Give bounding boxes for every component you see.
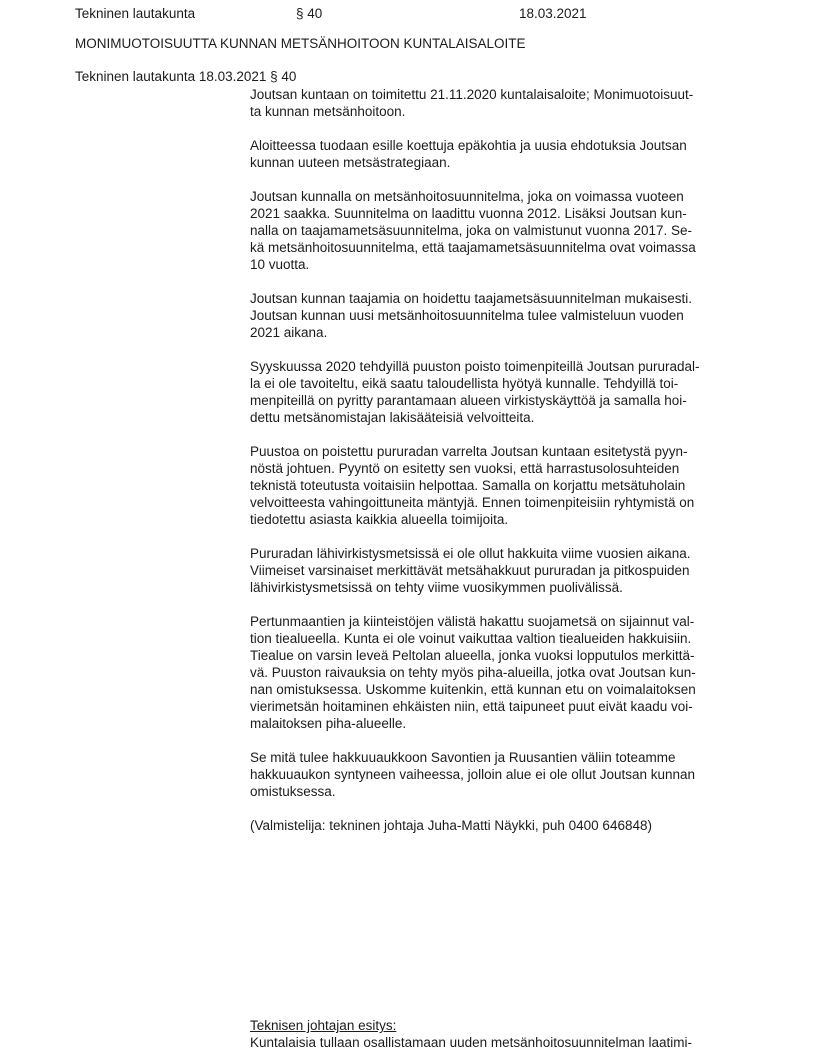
text-line: nalla on taajamametsäsuunnitelma, joka on valmistunut vuonna 2017. Se- [250, 223, 693, 238]
paragraph [250, 613, 770, 732]
text-line: tiedotettu asiasta kaikkia alueella toimijoita. [250, 512, 509, 527]
paragraph [250, 443, 770, 528]
text-line: menpiteillä on pyritty parantamaan alueen virkistyskäyttöä ja samalla hoi- [250, 393, 687, 408]
proposal-first-line: Kuntalaisia tullaan osallistamaan uuden metsänhoitosuunnitelman laatimi- [250, 1035, 693, 1050]
paragraph [250, 137, 770, 171]
text-line: omistuksessa. [250, 784, 336, 799]
text-line: vierimetsän hoitaminen ehkäisten niin, että taipuneet puut eivät kaadu voi- [250, 699, 693, 714]
text-line: la ei ole tavoiteltu, eikä saatu taloudellista hyötyä kunnalle. Tehdyillä toi- [250, 376, 679, 391]
header-committee: Tekninen lautakunta [75, 6, 196, 21]
text-line: 2021 aikana. [250, 325, 328, 340]
text-line: 2021 saakka. Suunnitelma on laadittu vuonna 2012. Lisäksi Joutsan kun- [250, 206, 687, 221]
header-date: 18.03.2021 [519, 6, 587, 21]
header-section-mark: § 40 [296, 6, 323, 21]
text-line: Syyskuussa 2020 tehdyillä puuston poisto toimenpiteillä Joutsan pururadal- [250, 359, 700, 374]
text-line: Puustoa on poistettu pururadan varrelta Joutsan kuntaan esitetystä pyyn- [250, 444, 688, 459]
text-line: tion tiealueella. Kunta ei ole voinut vaikuttaa valtion tiealueiden hakkuisiin. [250, 631, 692, 646]
text-line: vä. Puuston raivauksia on tehty myös piha-alueilla, jotka ovat Joutsan kun- [250, 665, 696, 680]
text-line: velvoitteesta vahingoittuneita mäntyjä. Ennen toimenpiteisiin ryhtymistä on [250, 495, 695, 510]
text-line: teknistä toteutusta voitaisiin helpottaa. Samalla on korjattu metsätuholain [250, 478, 686, 493]
text-line: dettu metsänomistajan lakisääteisiä velvoitteita. [250, 410, 535, 425]
paragraph [250, 545, 770, 596]
text-line: kunnan uuteen metsästrategiaan. [250, 155, 451, 170]
text-line: malaitoksen piha-alueelle. [250, 716, 407, 731]
paragraph [250, 86, 770, 120]
text-line: Pertunmaantien ja kiinteistöjen välistä hakattu suojametsä on sijainnut val- [250, 614, 695, 629]
body-paragraphs [250, 86, 770, 851]
proposal-section [250, 1017, 770, 1051]
text-line: Se mitä tulee hakkuuaukkoon Savontien ja Ruusantien väliin toteamme [250, 750, 676, 765]
text-line: lähivirkistysmetsissä on tehty viime vuosikymmen puolivälissä. [250, 580, 623, 595]
text-line: hakkuuaukon syntyneen vaiheessa, jolloin alue ei ole ollut Joutsan kunnan [250, 767, 696, 782]
subheader-committee-date: Tekninen lautakunta 18.03.2021 § 40 [75, 69, 297, 84]
text-line: 10 vuotta. [250, 257, 310, 272]
text-line: ta kunnan metsänhoitoon. [250, 104, 406, 119]
proposal-heading: Teknisen johtajan esitys: [250, 1018, 397, 1033]
text-line: Joutsan kuntaan on toimitettu 21.11.2020 kuntalaisaloite; Monimuotoisuut- [250, 87, 694, 102]
text-line: Viimeiset varsinaiset merkittävät metsähakkuut pururadan ja pitkospuiden [250, 563, 690, 578]
text-line: kä metsänhoitosuunnitelma, että taajamametsäsuunnitelma ovat voimassa [250, 240, 696, 255]
paragraph [250, 817, 770, 834]
paragraph [250, 358, 770, 426]
text-line: nöstä johtuen. Pyyntö on esitetty sen vuoksi, että harrastusolosuhteiden [250, 461, 680, 476]
paragraph [250, 749, 770, 800]
text-line: Aloitteessa tuodaan esille koettuja epäkohtia ja uusia ehdotuksia Joutsan [250, 138, 687, 153]
text-line: nan omistuksessa. Uskomme kuitenkin, että kunnan etu on voimalaitoksen [250, 682, 696, 697]
page-title: MONIMUOTOISUUTTA KUNNAN METSÄNHOITOON KUNTALAISALOITE [75, 36, 526, 51]
text-line: Joutsan kunnan uusi metsänhoitosuunnitelma tulee valmisteluun vuoden [250, 308, 684, 323]
paragraph [250, 188, 770, 273]
text-line: Pururadan lähivirkistysmetsissä ei ole ollut hakkuita viime vuosien aikana. [250, 546, 691, 561]
text-line: (Valmistelija: tekninen johtaja Juha-Matti Näykki, puh 0400 646848) [250, 818, 652, 833]
text-line: Joutsan kunnan taajamia on hoidettu taajametsäsuunnitelman mukaisesti. [250, 291, 693, 306]
text-line: Tiealue on varsin leveä Peltolan alueella, jonka vuoksi lopputulos merkittä- [250, 648, 695, 663]
text-line: Joutsan kunnalla on metsänhoitosuunnitelma, joka on voimassa vuoteen [250, 189, 684, 204]
paragraph [250, 290, 770, 341]
